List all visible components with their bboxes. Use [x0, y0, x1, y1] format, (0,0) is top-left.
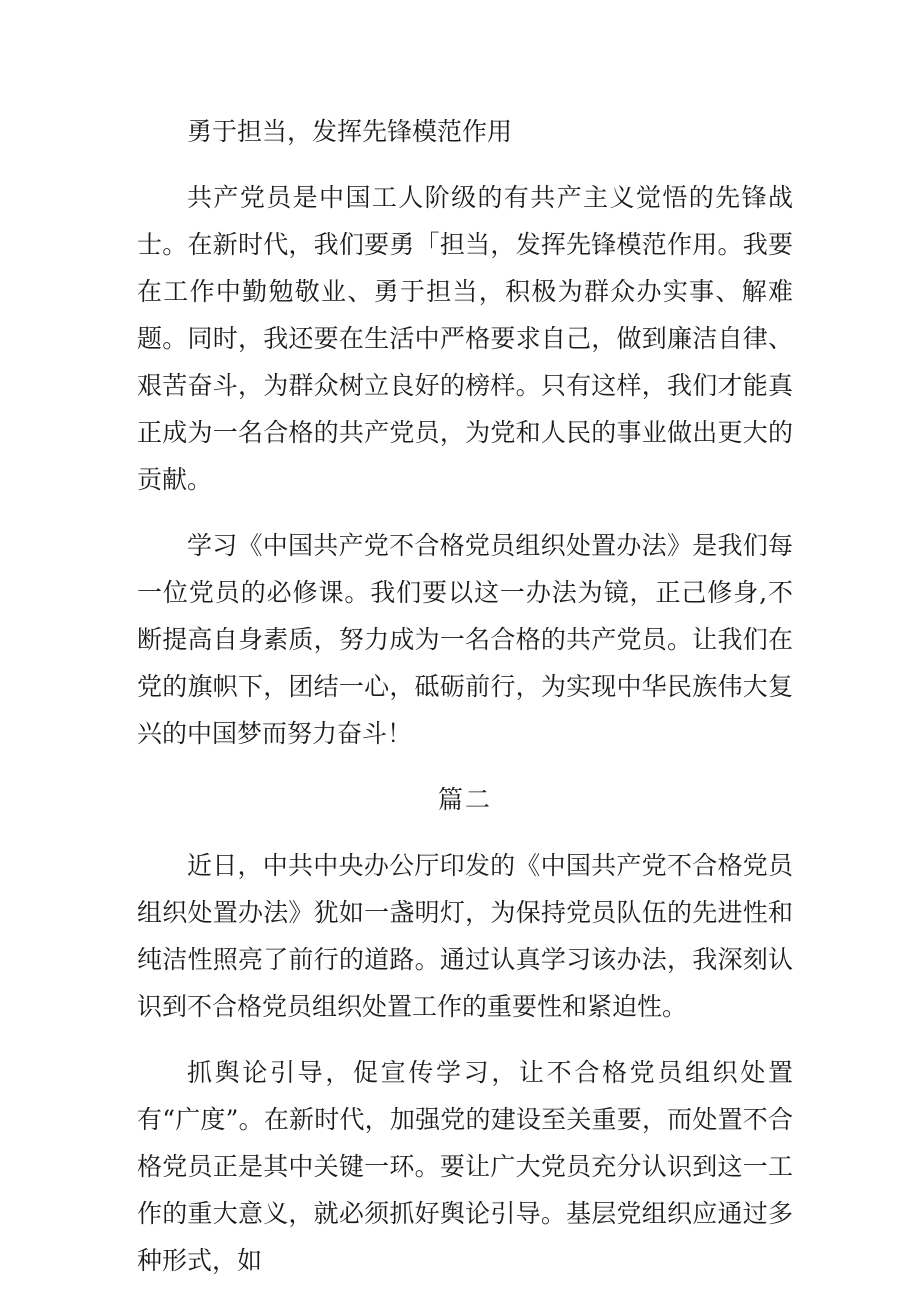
paragraph-1: 共产党员是中国工人阶级的有共产主义觉悟的先锋战士。在新时代，我们要勇「担当，发挥先锋模范作用。我要在工作中勤勉敬业、勇于担当，积极为群众办实事、解难题。同时，我还要在生活中严格要求自己，做到廉洁自律、艰苦奋斗，为群众树立良好的榜样。只有这样，我们才能真正成为一名合格的共产党员，为党和人民的事业做出更大的贡献。	[137, 183, 793, 494]
section-heading: 勇于担当，发挥先锋模范作用	[187, 117, 513, 146]
paragraph-4: 抓舆论引导，促宣传学习，让不合格党员组织处置有“广度”。在新时代，加强党的建设至关重要，而处置不合格党员正是其中关键一环。要让广大党员充分认识到这一工作的重大意义，就必须抓好舆论引导。基层党组织应通过多种形式，如	[137, 1058, 793, 1275]
part-title: 篇二	[437, 785, 492, 814]
document-body	[137, 108, 793, 1303]
paragraph-2: 学习《中国共产党不合格党员组织处置办法》是我们每一位党员的必修课。我们要以这一办法为镜，正己修身,不断提高自身素质，努力成为一名合格的共产党员。让我们在党的旗帜下，团结一心，砥砺前行，为实现中华民族伟大复兴的中国梦而努力奋斗！	[137, 531, 793, 748]
paragraph-3: 近日，中共中央办公厅印发的《中国共产党不合格党员组织处置办法》犹如一盏明灯，为保持党员队伍的先进性和纯洁性照亮了前行的道路。通过认真学习该办法，我深刻认识到不合格党员组织处置工作的重要性和紧迫性。	[137, 851, 793, 1021]
